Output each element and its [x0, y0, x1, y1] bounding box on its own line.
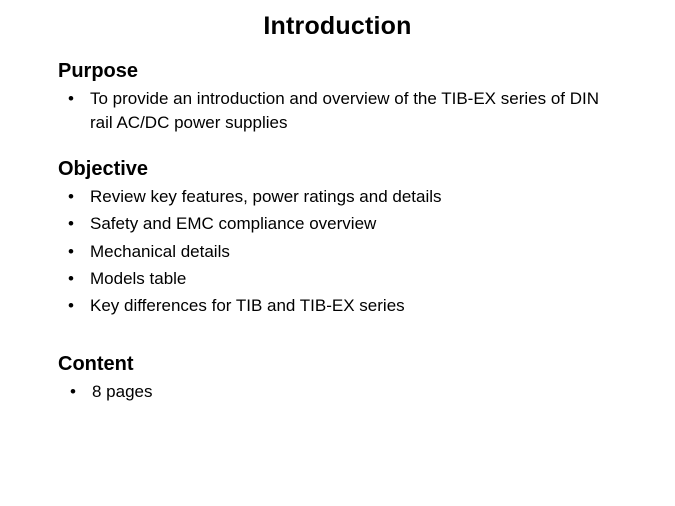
bullet-icon: •	[70, 381, 76, 401]
list-item-text: Mechanical details	[90, 241, 230, 261]
page-title: Introduction	[263, 12, 412, 40]
bullet-list-objective	[58, 185, 635, 318]
section-heading-purpose: Purpose	[58, 60, 139, 82]
section-objective	[58, 157, 635, 318]
list-item-text: Review key features, power ratings and details	[90, 187, 442, 207]
list-item	[58, 294, 635, 318]
list-item	[58, 380, 635, 404]
bullet-list-content	[58, 380, 635, 404]
bullet-icon: •	[68, 214, 74, 234]
list-item	[58, 240, 635, 264]
bullet-icon: •	[68, 295, 74, 315]
list-item-text: 8 pages	[92, 381, 153, 401]
list-item-text: Safety and EMC compliance overview	[90, 214, 377, 234]
list-item	[58, 267, 635, 291]
slide-body	[0, 41, 675, 404]
list-item-text: Key differences for TIB and TIB-EX series	[90, 295, 405, 315]
section-purpose	[58, 59, 635, 135]
list-item-text: Models table	[90, 268, 187, 288]
list-item	[58, 212, 635, 236]
bullet-icon: •	[68, 89, 74, 108]
section-heading-content: Content	[58, 352, 134, 375]
list-item	[58, 185, 635, 209]
bullet-icon: •	[68, 187, 74, 207]
list-item-text: To provide an introduction and overview of the TIB-EX series of DIN rail AC/DC power supplies	[90, 89, 599, 133]
bullet-icon: •	[68, 268, 74, 288]
section-content	[58, 352, 635, 404]
list-item	[58, 87, 635, 135]
bullet-list-purpose	[58, 87, 635, 135]
bullet-icon: •	[68, 241, 74, 261]
section-heading-objective: Objective	[58, 158, 149, 181]
